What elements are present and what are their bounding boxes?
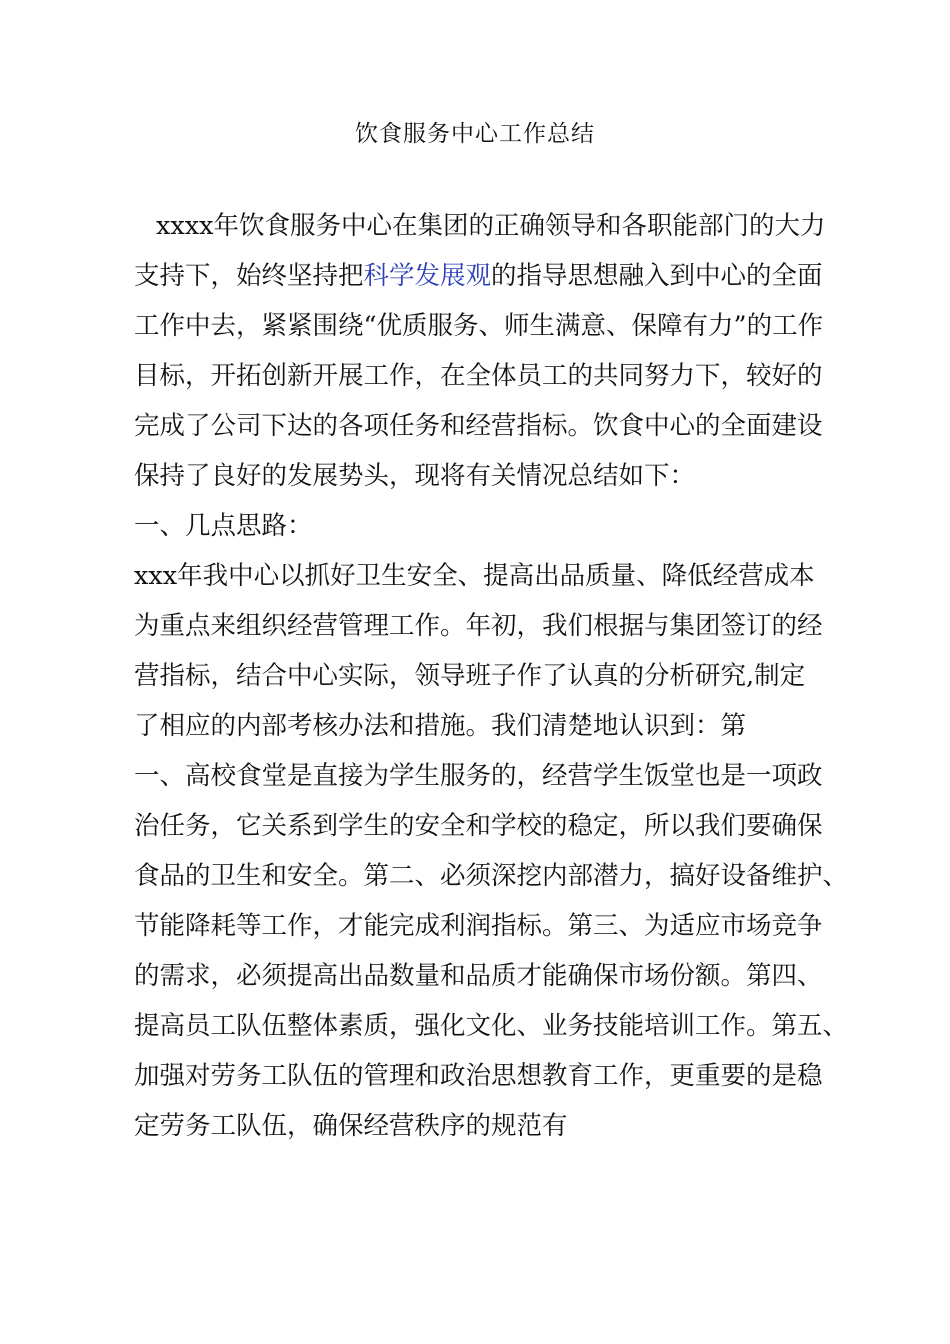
paragraph-line: 食品的卫生和安全。第二、必须深挖内部潜力，搞好设备维护、 (134, 861, 849, 891)
paragraph-line: 的需求，必须提高出品数量和品质才能确保市场份额。第四、 (134, 961, 823, 991)
paragraph-line: 为重点来组织经营管理工作。年初，我们根据与集团签订的经 (134, 611, 823, 641)
document-title: 饮食服务中心工作总结 (355, 121, 595, 147)
paragraph-line (134, 258, 823, 294)
paragraph-line: 完成了公司下达的各项任务和经营指标。饮食中心的全面建设 (134, 411, 823, 441)
paragraph-line: 定劳务工队伍，确保经营秩序的规范有 (134, 1111, 568, 1141)
paragraph-line: 了相应的内部考核办法和措施。我们清楚地认识到：第 (134, 711, 747, 741)
paragraph-line: 治任务，它关系到学生的安全和学校的稳定，所以我们要确保 (134, 811, 823, 841)
paragraph-line: 目标，开拓创新开展工作，在全体员工的共同努力下，较好的 (134, 361, 823, 391)
paragraph-text: 支持下，始终坚持把 (134, 261, 364, 291)
paragraph-line: xxx年我中心以抓好卫生安全、提高出品质量、降低经营成本 (134, 561, 815, 591)
paragraph-line: 保持了良好的发展势头，现将有关情况总结如下： (134, 461, 696, 491)
science-development-link[interactable]: 科学发展观 (363, 261, 492, 291)
paragraph-line: 节能降耗等工作，才能完成利润指标。第三、为适应市场竞争 (134, 911, 823, 941)
paragraph-line: 加强对劳务工队伍的管理和政治思想教育工作，更重要的是稳 (134, 1061, 823, 1091)
paragraph-line: 工作中去，紧紧围绕“优质服务、师生满意、保障有力”的工作 (134, 311, 824, 341)
paragraph-line: xxxx年饮食服务中心在集团的正确领导和各职能部门的大力 (156, 211, 826, 241)
paragraph-text: 的指导思想融入到中心的全面 (491, 261, 823, 291)
paragraph-line: 一、高校食堂是直接为学生服务的，经营学生饭堂也是一项政 (134, 761, 823, 791)
paragraph-line: 提高员工队伍整体素质，强化文化、业务技能培训工作。第五、 (134, 1011, 849, 1041)
section-heading: 一、几点思路： (134, 511, 313, 541)
paragraph-line: 营指标，结合中心实际，领导班子作了认真的分析研究,制定 (134, 661, 806, 691)
